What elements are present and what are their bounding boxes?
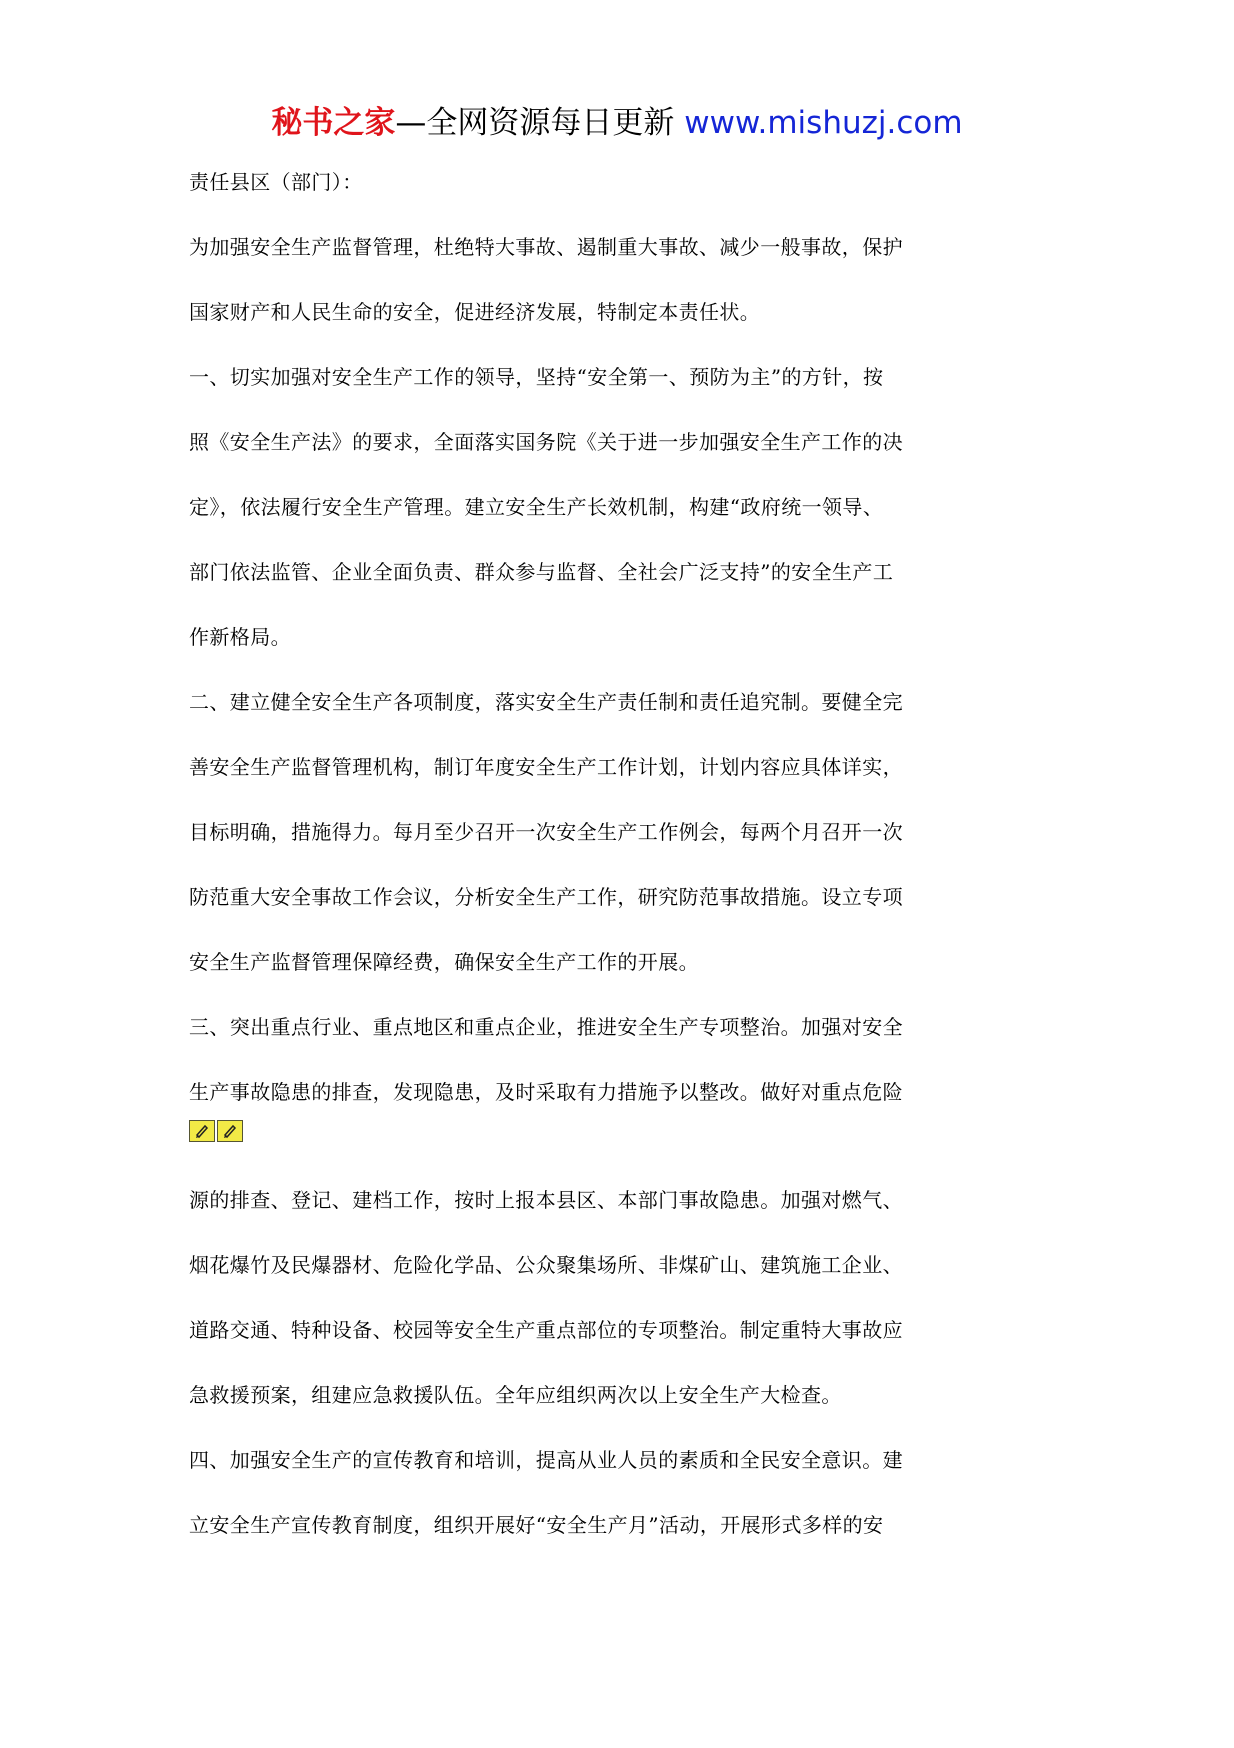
text-line: 三、突出重点行业、重点地区和重点企业，推进安全生产专项整治。加强对安全: [189, 1015, 903, 1039]
text-line: 防范重大安全事故工作会议，分析安全生产工作，研究防范事故措施。设立专项: [189, 885, 903, 909]
text-line: 四、加强安全生产的宣传教育和培训，提高从业人员的素质和全民安全意识。建: [189, 1448, 903, 1472]
text-line: 部门依法监管、企业全面负责、群众参与监督、全社会广泛支持”的安全生产工: [189, 560, 894, 584]
text-line: 照《安全生产法》的要求，全面落实国务院《关于进一步加强安全生产工作的决: [189, 430, 903, 454]
text-line: 一、切实加强对安全生产工作的领导，坚持“安全第一、预防为主”的方针，按: [189, 365, 884, 389]
text-line: 为加强安全生产监督管理，杜绝特大事故、遏制重大事故、减少一般事故，保护: [189, 235, 903, 259]
text-line: 道路交通、特种设备、校园等安全生产重点部位的专项整治。制定重特大事故应: [189, 1318, 903, 1342]
text-line: 烟花爆竹及民爆器材、危险化学品、公众聚集场所、非煤矿山、建筑施工企业、: [189, 1253, 903, 1277]
site-url-link[interactable]: www.mishuzj.com: [684, 105, 963, 141]
brand-name: 秘书之家: [271, 105, 396, 141]
edit-icon-glyph: [221, 1122, 239, 1140]
text-line: 立安全生产宣传教育制度，组织开展好“安全生产月”活动，开展形式多样的安: [189, 1513, 884, 1537]
site-header: [0, 98, 1234, 148]
text-line: 作新格局。: [189, 625, 291, 649]
edit-icon[interactable]: [217, 1120, 243, 1142]
edit-icon-glyph: [193, 1122, 211, 1140]
text-line: 目标明确，措施得力。每月至少召开一次安全生产工作例会，每两个月召开一次: [189, 820, 903, 844]
document-body-part-2: [189, 1168, 959, 1558]
edit-icon[interactable]: [189, 1120, 215, 1142]
text-line: 定》，依法履行安全生产管理。建立安全生产长效机制，构建“政府统一领导、: [189, 495, 884, 519]
text-line: 善安全生产监督管理机构，制订年度安全生产工作计划，计划内容应具体详实，: [189, 755, 903, 779]
document-body-part-1: [189, 150, 959, 1125]
text-line: 国家财产和人民生命的安全，促进经济发展，特制定本责任状。: [189, 300, 761, 324]
text-line: 二、建立健全安全生产各项制度，落实安全生产责任制和责任追究制。要健全完: [189, 690, 903, 714]
text-line: 源的排查、登记、建档工作，按时上报本县区、本部门事故隐患。加强对燃气、: [189, 1188, 903, 1212]
salutation-line: 责任县区（部门）：: [189, 170, 363, 194]
text-line: 急救援预案，组建应急救援队伍。全年应组织两次以上安全生产大检查。: [189, 1383, 842, 1407]
inline-icon-group: [189, 1120, 243, 1142]
text-line: 安全生产监督管理保障经费，确保安全生产工作的开展。: [189, 950, 699, 974]
text-line: 生产事故隐患的排查，发现隐患，及时采取有力措施予以整改。做好对重点危险: [189, 1080, 903, 1104]
header-tagline: —全网资源每日更新: [395, 105, 685, 141]
